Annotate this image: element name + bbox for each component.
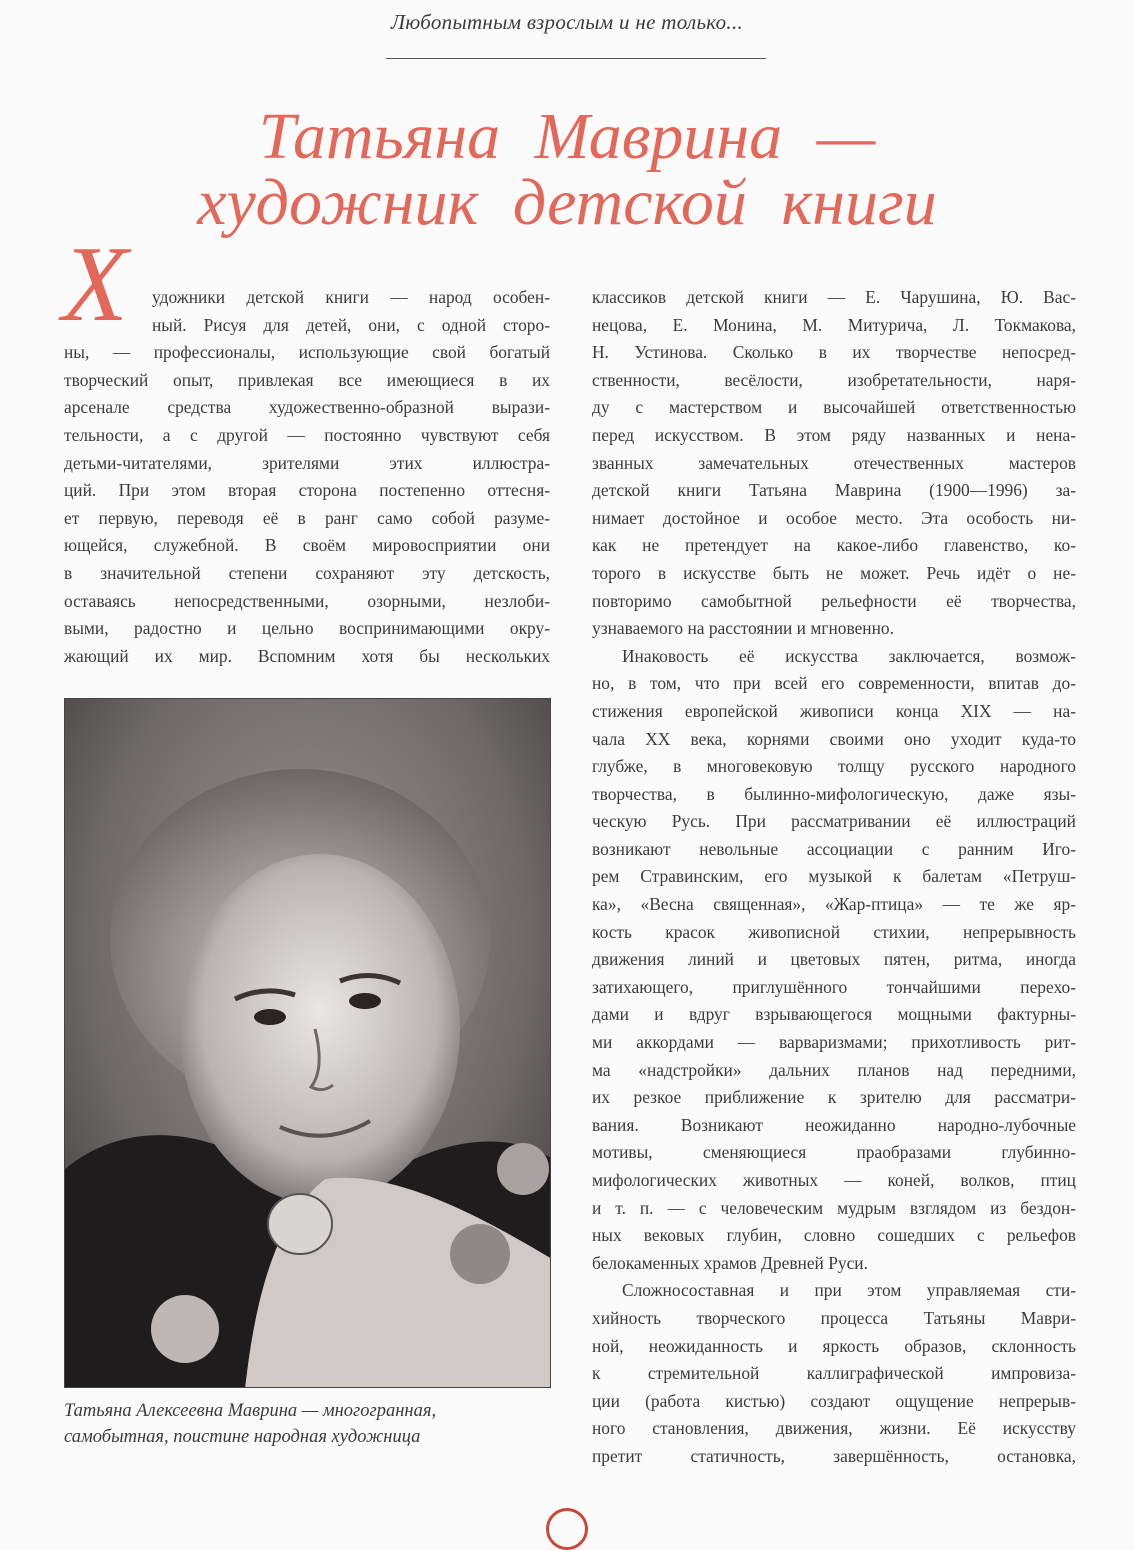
text-line: нимает достойное и особое место. Эта особость ни- xyxy=(592,507,1076,528)
text-line: белокаменных храмов Древней Руси. xyxy=(592,1252,868,1273)
text-line: их резкое приближение к зрителю для рассматри- xyxy=(592,1087,1076,1108)
text-line: чала XX века, корнями своими оно уходит куда-то xyxy=(592,728,1076,749)
text-line: классиков детской книги — Е. Чарушина, Ю. Вас- xyxy=(592,287,1076,307)
drop-cap-letter: Х xyxy=(62,236,128,328)
text-line: званных замечательных отечественных мастеров xyxy=(592,452,1076,473)
text-line: ций. При этом вторая сторона постепенно оттесня- xyxy=(64,480,550,501)
text-line: детьми-читателями, зрителями этих иллюстра- xyxy=(64,452,550,473)
text-line: узнаваемого на расстоянии и мгновенно. xyxy=(592,618,894,639)
photo-caption xyxy=(64,1398,564,1450)
text-line: дами и вдруг взрывающегося мощными фактурны- xyxy=(592,1004,1076,1025)
text-line: детской книги Татьяна Маврина (1900—1996) за- xyxy=(592,480,1076,501)
text-line: жающий их мир. Вспомним хотя бы нескольких xyxy=(64,645,550,666)
text-line: в значительной степени сохраняют эту детскость, xyxy=(64,562,550,583)
text-line: ной, неожиданность и яркость образов, склонность xyxy=(592,1335,1076,1356)
text-line: Инаковость её искусства заключается, возмож- xyxy=(622,645,1076,666)
text-line: нецова, Е. Монина, М. Митурича, Л. Токмакова, xyxy=(592,314,1076,335)
text-line: рем Стравинским, его музыкой к балетам «Петруш- xyxy=(592,866,1076,887)
portrait-photo xyxy=(64,698,551,1388)
text-line: мифологических животных — коней, волков, птиц xyxy=(592,1170,1076,1190)
text-line: движения линий и цветовых пятен, ритма, иногда xyxy=(592,949,1076,970)
text-line: повторимо самобытной рельефности её творчества, xyxy=(592,590,1076,611)
text-line: оставаясь непосредственными, озорными, незлоби- xyxy=(64,590,550,611)
text-line: стижения европейской живописи конца XIX — на- xyxy=(592,700,1076,721)
text-line: ческую Русь. При рассматривании её иллюстраций xyxy=(592,811,1076,832)
text-line: ны, — профессионалы, использующие свой богатый xyxy=(64,342,550,363)
text-line: Сложносоставная и при этом управляемая сти- xyxy=(622,1280,1076,1301)
text-line: Н. Устинова. Сколько в их творчестве непосред- xyxy=(592,342,1076,363)
text-line: ма «надстройки» дальних планов над передними, xyxy=(592,1059,1076,1080)
photo-caption-line-2: самобытная, поистине народная художница xyxy=(64,1427,421,1447)
photo-caption-line-1: Татьяна Алексеевна Маврина — многогранная, xyxy=(64,1401,437,1421)
text-line: арсенале средства художественно-образной вырази- xyxy=(64,397,550,418)
text-line: перед искусством. В этом ряду названных и нена- xyxy=(592,424,1076,445)
text-line: тельности, а с другой — постоянно чувствуют себя xyxy=(64,424,550,445)
text-line: вания. Возникают неожиданно народно-лубочные xyxy=(592,1114,1076,1135)
text-line: но, в том, что при всей его современности, впитав до- xyxy=(592,673,1076,694)
text-line: ющейся, служебной. В своём мировосприятии они xyxy=(64,535,550,556)
text-line: и т. п. — с человеческим мудрым взглядом из бездон- xyxy=(592,1197,1076,1218)
text-line: ми аккордами — варваризмами; прихотливость рит- xyxy=(592,1032,1076,1053)
article-title-line-1: Татьяна Маврина — xyxy=(258,100,876,173)
text-line: кость красок живописной стихии, непрерывность xyxy=(592,921,1076,942)
text-line: глубже, в многовековую толщу русского народного xyxy=(592,756,1076,777)
text-line: к стремительной каллиграфической импровиза- xyxy=(592,1363,1076,1384)
text-line: ет первую, переводя её в ранг само собой разуме- xyxy=(64,507,550,528)
portrait-illustration xyxy=(65,699,551,1388)
text-line: затихающего, приглушённого тончайшими перехо- xyxy=(592,976,1076,997)
text-line: ственности, весёлости, изобретательности, наря- xyxy=(592,369,1076,390)
text-line: ду с мастерством и высочайшей ответственностью xyxy=(592,397,1076,418)
text-line: ции (работа кистью) создают ощущение непрерыв- xyxy=(592,1390,1076,1411)
text-line: возникают невольные ассоциации с ранним Иго- xyxy=(592,838,1076,859)
running-head: Любопытным взрослым и не только... xyxy=(390,10,744,34)
text-line: как не претендует на какое-либо главенство, ко- xyxy=(592,535,1076,556)
header-rule xyxy=(386,58,766,59)
text-line: выми, радостно и цельно воспринимающими окру- xyxy=(64,618,550,639)
left-column-text xyxy=(64,284,550,670)
text-line: творческий опыт, привлекая все имеющиеся в их xyxy=(64,369,550,390)
text-line: творчества, в былинно-мифологическую, даже язы- xyxy=(592,783,1076,804)
text-line: хийность творческого процесса Татьяны Маври- xyxy=(592,1307,1076,1328)
text-line: ного становления, движения, жизни. Её искусству xyxy=(592,1418,1076,1439)
article-title-line-2: художник детской книги xyxy=(197,166,937,239)
text-line: удожники детской книги — народ особен- xyxy=(152,287,550,307)
text-line: мотивы, сменяющиеся праобразами глубинно- xyxy=(592,1142,1076,1163)
text-line: ка», «Весна священная», «Жар-птица» — те же яр- xyxy=(592,894,1076,915)
text-line: торого в искусстве быть не может. Речь идёт о не- xyxy=(592,562,1076,583)
text-line: ных вековых глубин, словно сошедших с рельефов xyxy=(592,1225,1076,1246)
right-column-text xyxy=(592,284,1076,1471)
text-line: ный. Рисуя для детей, они, с одной сторо- xyxy=(152,314,550,335)
page-number-ornament xyxy=(546,1508,588,1550)
text-line: претит статичность, завершённость, остановка, xyxy=(592,1445,1076,1466)
